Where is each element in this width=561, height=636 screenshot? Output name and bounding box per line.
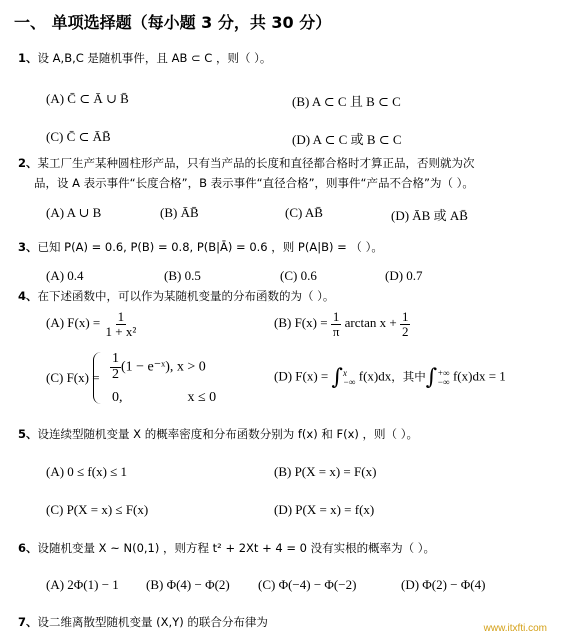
question-stem: 设 A,B,C 是随机事件，且 AB ⊂ C ，则（ ）。 (37, 51, 272, 65)
integrand: f(x)dx (358, 368, 392, 384)
upper-limit: +∞ (437, 367, 450, 378)
question-stem: 在下述函数中，可以作为某随机变量的分布函数的为（ ）。 (37, 289, 335, 303)
question-stem-line1: 某工厂生产某种圆柱形产品，只有当产品的长度和直径都合格时才算正品，否则就为次 (37, 156, 475, 170)
lower-limit: −∞ (343, 376, 356, 387)
fraction-numerator: 1 (112, 351, 119, 366)
question-stem: 设二维离散型随机变量 (X,Y) 的联合分布律为 (37, 615, 268, 629)
question-number: 7、 (18, 615, 38, 629)
question-7 (18, 614, 268, 630)
option-b: (B) ĀB̄ (160, 205, 199, 220)
fraction-numerator: 1 (117, 309, 125, 324)
question-number: 4、 (18, 289, 38, 303)
option-c: (C) P(X = x) ≤ F(x) (46, 502, 149, 517)
option-d (274, 365, 506, 390)
option-a (46, 310, 138, 338)
watermark: www.itxfti.com (483, 623, 547, 634)
fraction-denominator: π (332, 323, 340, 339)
where-text: ，其中 (391, 369, 426, 384)
fraction-denominator: 2 (112, 366, 119, 382)
question-number: 3、 (18, 240, 38, 254)
question-stem: 设随机变量 X ~ N(0,1) ，则方程 t² + 2Xt + 4 = 0 没有实根的概率为（ ）。 (37, 541, 436, 555)
question-3 (18, 239, 383, 255)
option-c: (C) 0.6 (280, 268, 317, 283)
integral-sign: ∫ (331, 365, 343, 390)
option-a: (A) A ∪ B (46, 205, 102, 220)
case1-expression: (1 − e⁻ˣ), x > 0 (121, 359, 206, 375)
option-a: (A) 2Φ(1) − 1 (46, 577, 119, 592)
option-d: (D) P(X = x) = f(x) (274, 502, 375, 517)
option-c-case2 (112, 390, 216, 406)
option-a: (A) 0.4 (46, 268, 84, 283)
option-a: (A) 0 ≤ f(x) ≤ 1 (46, 464, 128, 479)
option-c-case1 (110, 352, 206, 382)
question-1 (18, 50, 271, 66)
question-stem-line2: 品，设 A 表示事件“长度合格”，B 表示事件“直径合格”，则事件“产品不合格”为（ ）。 (34, 176, 474, 190)
integral-sign: ∫ (425, 365, 438, 390)
question-6 (18, 540, 435, 556)
option-d: (D) Φ(2) − Φ(4) (401, 577, 486, 592)
upper-limit: x (343, 367, 347, 378)
option-c: (C) AB̄ (285, 205, 323, 220)
option-prefix: (B) F(x) = (274, 315, 328, 331)
fraction-denominator: 1 + x² (105, 323, 137, 339)
option-c: (C) C̄ ⊂ ĀB̄ (46, 129, 111, 144)
option-prefix: (A) F(x) = (46, 315, 101, 331)
question-4 (18, 288, 334, 304)
question-number: 2、 (18, 156, 38, 170)
case2-condition: x ≤ 0 (187, 390, 217, 405)
option-c: (C) Φ(−4) − Φ(−2) (258, 577, 357, 592)
question-5 (18, 426, 418, 442)
question-number: 5、 (18, 427, 38, 441)
option-b: (B) A ⊂ C 且 B ⊂ C (292, 94, 401, 109)
question-number: 1、 (18, 51, 38, 65)
option-c-prefix: (C) F(x) = (46, 370, 100, 385)
question-stem: 设连续型随机变量 X 的概率密度和分布函数分别为 f(x) 和 F(x) ，则（ ）。 (37, 427, 418, 441)
arctan-term: arctan x + (344, 315, 397, 331)
option-d: (D) ĀB 或 AB̄ (391, 208, 468, 223)
lower-limit: −∞ (437, 376, 450, 387)
fraction-denominator: 2 (401, 323, 409, 339)
fraction-numerator: 1 (332, 309, 340, 324)
question-stem: 已知 P(A) = 0.6, P(B) = 0.8, P(B|Ā) = 0.6 ，则 P(A|B) = （ ）。 (37, 240, 383, 254)
option-b: (B) 0.5 (164, 268, 201, 283)
case2-value: 0, (112, 390, 123, 405)
question-2 (18, 155, 475, 171)
section-title: 一、 单项选择题（每小题 3 分，共 30 分） (14, 13, 332, 32)
option-d: (D) A ⊂ C 或 B ⊂ C (292, 132, 402, 147)
option-b: (B) Φ(4) − Φ(2) (146, 577, 230, 592)
option-d: (D) 0.7 (385, 268, 423, 283)
fraction-numerator: 1 (401, 309, 409, 324)
option-b (274, 310, 410, 338)
integrand: f(x)dx = 1 (452, 368, 506, 384)
piecewise-brace (93, 352, 104, 404)
option-b: (B) P(X = x) = F(x) (274, 464, 377, 479)
question-number: 6、 (18, 541, 38, 555)
option-a: (A) C̄ ⊂ Ā ∪ B̄ (46, 91, 129, 106)
option-prefix: (D) F(x) = (274, 368, 329, 384)
